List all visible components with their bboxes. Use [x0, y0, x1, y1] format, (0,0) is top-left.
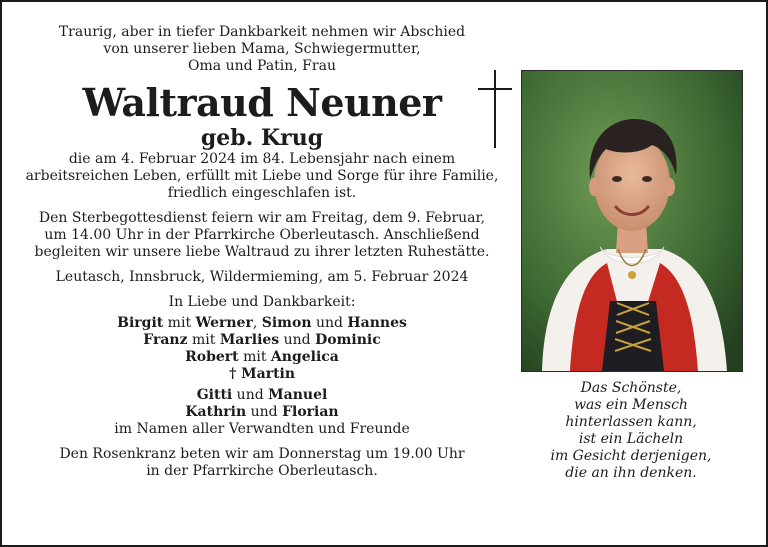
relatives-line: im Namen aller Verwandten und Freunde [114, 421, 410, 437]
place-and-date: Leutasch, Innsbruck, Wildermieming, am 5. Februar 2024 [55, 269, 469, 285]
portrait-illustration [522, 71, 742, 371]
family-member: Robert [185, 349, 239, 365]
family-member: Simon [261, 315, 312, 331]
family-line [24, 332, 500, 349]
family-member: Werner [195, 315, 253, 331]
intro-line: von unserer lieben Mama, Schwiegermutter, [103, 41, 421, 57]
death-notice-line: die am 4. Februar 2024 im 84. Lebensjahr nach einem [68, 151, 456, 167]
connector: mit [187, 332, 220, 348]
family-member: Gitti [196, 387, 233, 403]
rosary-info [24, 446, 500, 480]
death-notice-line: arbeitsreichen Leben, erfüllt mit Liebe und Sorge für ihre Familie, [25, 168, 499, 184]
maiden-name: geb. Krug [200, 125, 324, 151]
family-member: Manuel [268, 387, 328, 403]
funeral-service-info [24, 210, 500, 261]
service-line: um 14.00 Uhr in der Pfarrkirche Oberleutasch. Anschließend [44, 227, 480, 243]
service-line: begleiten wir unsere liebe Waltraud zu ihrer letzten Ruhestätte. [34, 244, 490, 260]
cross-icon [478, 70, 512, 148]
death-notice-line: friedlich eingeschlafen ist. [167, 185, 357, 201]
deceased-name: Waltraud Neuner [82, 80, 442, 125]
family-line [24, 315, 500, 332]
family-member: Dominic [315, 332, 381, 348]
connector: und [311, 315, 348, 331]
family-member: Franz [143, 332, 188, 348]
family-member: Hannes [347, 315, 407, 331]
rosary-line: Den Rosenkranz beten wir am Donnerstag um 19.00 Uhr [59, 446, 465, 462]
rosary-line: in der Pfarrkirche Oberleutasch. [146, 463, 378, 479]
quote-line: die an ihn denken. [565, 465, 697, 481]
death-notice [24, 151, 500, 202]
connector: und [246, 404, 283, 420]
family-line [24, 349, 500, 366]
portrait-photo [521, 70, 743, 372]
connector: und [279, 332, 316, 348]
family-list [24, 315, 500, 438]
intro-line: Oma und Patin, Frau [188, 58, 336, 74]
family-member: Marlies [219, 332, 280, 348]
family-member: Birgit [117, 315, 164, 331]
family-member: Angelica [270, 349, 339, 365]
quote-line: ist ein Lächeln [578, 431, 684, 447]
connector: mit [238, 349, 271, 365]
service-line: Den Sterbegottesdienst feiern wir am Freitag, dem 9. Februar, [38, 210, 486, 226]
quote-line: Das Schönste, [580, 380, 682, 396]
connector: und [232, 387, 269, 403]
intro-text [24, 24, 500, 75]
family-member: Kathrin [185, 404, 247, 420]
quote-line: hinterlassen kann, [565, 414, 697, 430]
connector: mit [163, 315, 196, 331]
family-member: Florian [282, 404, 339, 420]
connector: , [252, 315, 262, 331]
family-member-deceased: † Martin [228, 366, 296, 382]
quote-line: im Gesicht derjenigen, [550, 448, 712, 464]
family-line [24, 404, 500, 421]
quote-line: was ein Mensch [574, 397, 688, 413]
family-line [24, 366, 500, 383]
memorial-quote [521, 380, 741, 482]
intro-line: Traurig, aber in tiefer Dankbarkeit nehmen wir Abschied [58, 24, 466, 40]
closing-phrase: In Liebe und Dankbarkeit: [168, 294, 356, 310]
obituary-text-column [24, 24, 500, 480]
family-line [24, 387, 500, 404]
